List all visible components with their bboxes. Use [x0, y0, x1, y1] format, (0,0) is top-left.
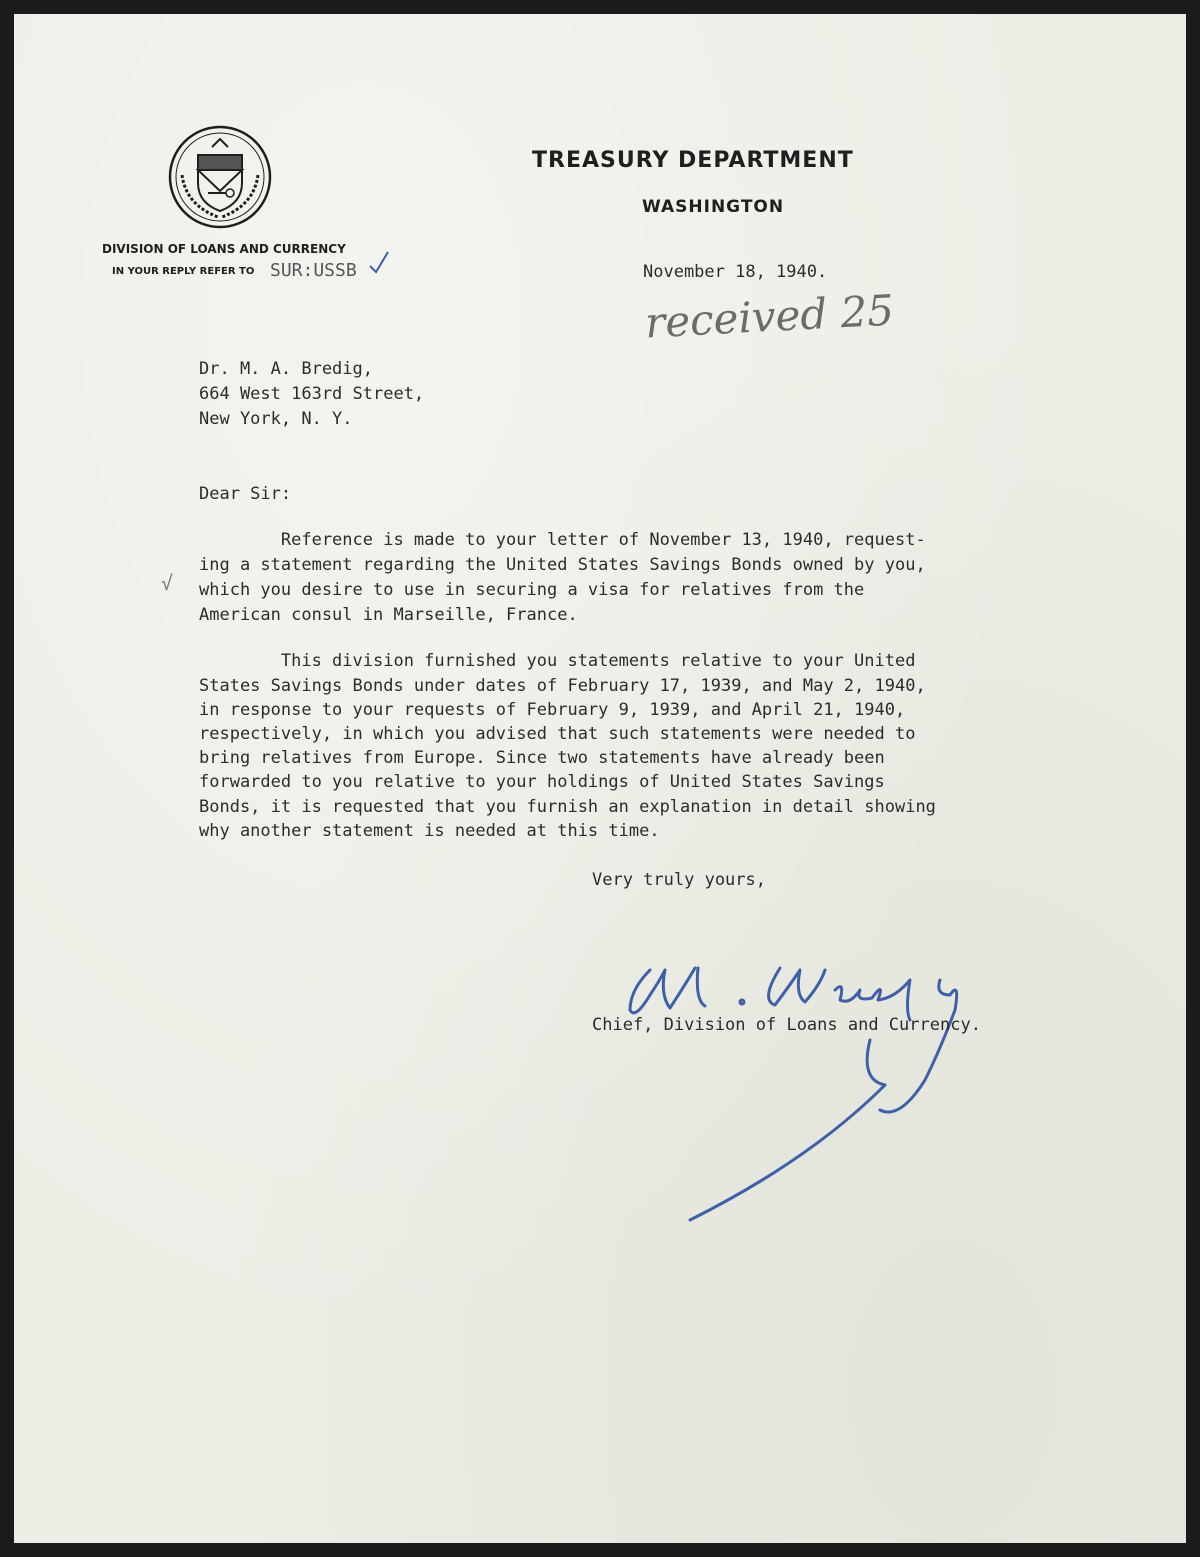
paragraph-line: This division furnished you statements relative to your United [199, 651, 916, 671]
reply-refer-label: IN YOUR REPLY REFER TO [112, 266, 255, 277]
recipient-name: Dr. M. A. Bredig, [199, 359, 373, 379]
city-heading: WASHINGTON [642, 197, 785, 217]
paragraph-line: in response to your requests of February 9, 1939, and April 21, 1940, [199, 700, 906, 720]
signature-scribble [610, 940, 990, 1230]
recipient-city: New York, N. Y. [199, 409, 353, 429]
closing: Very truly yours, [592, 870, 766, 890]
paragraph-line: bring relatives from Europe. Since two statements have already been [199, 748, 885, 768]
recipient-street: 664 West 163rd Street, [199, 384, 425, 404]
signature-title: Chief, Division of Loans and Currency. [592, 1015, 981, 1035]
salutation: Dear Sir: [199, 484, 292, 504]
paragraph-line: forwarded to you relative to your holdings of United States Savings [199, 772, 885, 792]
reply-refer-code: SUR:USSB [270, 260, 357, 281]
paragraph-line: ing a statement regarding the United States Savings Bonds owned by you, [199, 555, 926, 575]
paragraph-line: respectively, in which you advised that such statements were needed to [199, 724, 916, 744]
paragraph-line: which you desire to use in securing a visa for relatives from the [199, 580, 865, 600]
department-heading: TREASURY DEPARTMENT [532, 148, 854, 173]
letter-date: November 18, 1940. [643, 262, 828, 282]
paragraph-line: why another statement is needed at this time. [199, 821, 660, 841]
paragraph-line: Bonds, it is requested that you furnish an explanation in detail showing [199, 797, 936, 817]
paragraph-line: Reference is made to your letter of November 13, 1940, request- [199, 530, 926, 550]
treasury-seal-icon [168, 125, 272, 229]
received-annotation: received 25 [643, 285, 896, 348]
division-label: DIVISION OF LOANS AND CURRENCY [102, 242, 346, 256]
paragraph-line: States Savings Bonds under dates of February 17, 1939, and May 2, 1940, [199, 676, 926, 696]
checkmark-icon [368, 250, 390, 276]
paragraph-line: American consul in Marseille, France. [199, 605, 578, 625]
margin-tick: √ [161, 571, 174, 595]
